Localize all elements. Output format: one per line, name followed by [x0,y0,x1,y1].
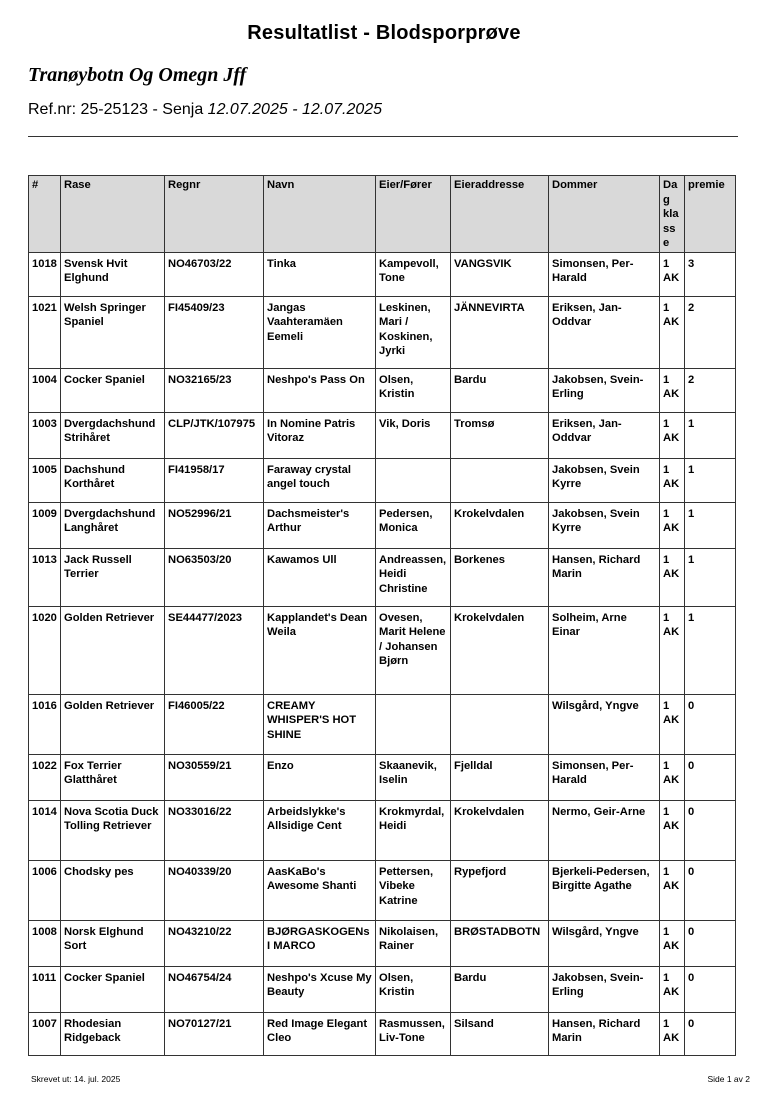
table-row [29,412,736,458]
column-header: Dommer [549,176,660,253]
table-cell: 0 [685,800,736,860]
column-header: Eieraddresse [451,176,549,253]
table-cell: Jakobsen, Svein-Erling [549,966,660,1012]
table-cell: Krokelvdalen [451,502,549,548]
table-cell: Nermo, Geir-Arne [549,800,660,860]
table-cell: Olsen, Kristin [376,966,451,1012]
table-cell: 1004 [29,368,61,412]
table-body [29,252,736,1055]
table-cell [451,458,549,502]
table-cell: Skaanevik, Iselin [376,754,451,800]
table-cell: Leskinen, Mari / Koskinen, Jyrki [376,296,451,368]
table-cell: Rhodesian Ridgeback [61,1012,165,1055]
table-cell: Rasmussen, Liv-Tone [376,1012,451,1055]
table-cell: 1020 [29,606,61,694]
table-cell: 3 [685,252,736,296]
table-cell: FI41958/17 [165,458,264,502]
table-cell: Welsh Springer Spaniel [61,296,165,368]
table-cell: 0 [685,860,736,920]
table-cell: Tromsø [451,412,549,458]
table-cell: Eriksen, Jan-Oddvar [549,296,660,368]
table-cell: Nikolaisen, Rainer [376,920,451,966]
table-cell: Krokelvdalen [451,606,549,694]
table-cell: Borkenes [451,548,549,606]
table-cell: Simonsen, Per-Harald [549,252,660,296]
table-cell: Andreassen, Heidi Christine [376,548,451,606]
table-cell: SE44477/2023 [165,606,264,694]
table-row [29,368,736,412]
table-cell: JÄNNEVIRTA [451,296,549,368]
table-row [29,548,736,606]
table-cell: Golden Retriever [61,606,165,694]
table-header-row [29,176,736,253]
table-cell: NO63503/20 [165,548,264,606]
table-cell: NO32165/23 [165,368,264,412]
table-cell: Hansen, Richard Marin [549,548,660,606]
table-cell: NO30559/21 [165,754,264,800]
table-cell: Wilsgård, Yngve [549,920,660,966]
reference-prefix: Ref.nr: 25-25123 - Senja [28,101,208,118]
table-cell: 1 AK [660,252,685,296]
table-row [29,694,736,754]
table-cell: Tinka [264,252,376,296]
table-cell: 1 AK [660,860,685,920]
table-cell: NO33016/22 [165,800,264,860]
table-cell: 1013 [29,548,61,606]
table-cell: Svensk Hvit Elghund [61,252,165,296]
table-cell: 1 AK [660,502,685,548]
table-cell: Dvergdachshund Langhåret [61,502,165,548]
table-cell [451,694,549,754]
column-header: Dag kla sse [660,176,685,253]
table-cell: Arbeidslykke's Allsidige Cent [264,800,376,860]
table-cell: Enzo [264,754,376,800]
column-header: Navn [264,176,376,253]
table-cell: Neshpo's Pass On [264,368,376,412]
table-cell: Cocker Spaniel [61,368,165,412]
page-number: Side 1 av 2 [707,1074,750,1084]
table-cell: Rypefjord [451,860,549,920]
table-cell: Vik, Doris [376,412,451,458]
table-cell [376,458,451,502]
table-cell: Krokmyrdal, Heidi [376,800,451,860]
table-cell: 1011 [29,966,61,1012]
table-cell: Jakobsen, Svein Kyrre [549,458,660,502]
page-title: Resultatlist - Blodsporprøve [247,22,521,44]
table-cell: Jakobsen, Svein Kyrre [549,502,660,548]
table-cell: 1 [685,458,736,502]
table-cell: 1018 [29,252,61,296]
table-cell: Bardu [451,368,549,412]
table-cell: 1009 [29,502,61,548]
table-row [29,1012,736,1055]
table-cell: Kampevoll, Tone [376,252,451,296]
table-cell: Solheim, Arne Einar [549,606,660,694]
table-cell: Dachsmeister's Arthur [264,502,376,548]
table-cell: 1 [685,606,736,694]
table-cell: BRØSTADBOTN [451,920,549,966]
reference-line [28,101,382,119]
table-cell: AasKaBo's Awesome Shanti [264,860,376,920]
table-row [29,606,736,694]
table-row [29,860,736,920]
table-cell: 1021 [29,296,61,368]
table-cell: Eriksen, Jan-Oddvar [549,412,660,458]
table-cell: Red Image Elegant Cleo [264,1012,376,1055]
table-cell: 0 [685,754,736,800]
table-row [29,296,736,368]
table-cell: Kapplandet's Dean Weila [264,606,376,694]
table-cell: Fox Terrier Glatthåret [61,754,165,800]
table-cell: Dachshund Korthåret [61,458,165,502]
table-row [29,800,736,860]
table-cell: VANGSVIK [451,252,549,296]
table-cell: 1 AK [660,368,685,412]
table-cell: Golden Retriever [61,694,165,754]
table-cell: 1005 [29,458,61,502]
table-row [29,252,736,296]
table-cell: 2 [685,368,736,412]
reference-dates: 12.07.2025 - 12.07.2025 [207,101,383,118]
table-cell: BJØRGASKOGENs I MARCO [264,920,376,966]
table-cell: 1008 [29,920,61,966]
results-table [28,175,736,1056]
table-row [29,754,736,800]
table-cell: Ovesen, Marit Helene / Johansen Bjørn [376,606,451,694]
table-cell: Kawamos Ull [264,548,376,606]
table-cell: NO52996/21 [165,502,264,548]
table-cell: NO46703/22 [165,252,264,296]
table-cell: Pettersen, Vibeke Katrine [376,860,451,920]
header-divider [28,136,738,137]
column-header: Rase [61,176,165,253]
table-cell: 1 AK [660,1012,685,1055]
table-cell: Jangas Vaahteramäen Eemeli [264,296,376,368]
table-cell: In Nomine Patris Vitoraz [264,412,376,458]
table-cell: Cocker Spaniel [61,966,165,1012]
column-header: premie [685,176,736,253]
table-cell: FI46005/22 [165,694,264,754]
table-row [29,966,736,1012]
table-cell: NO46754/24 [165,966,264,1012]
table-cell: 1 [685,412,736,458]
printed-date: Skrevet ut: 14. jul. 2025 [31,1074,121,1084]
table-cell: 1 AK [660,694,685,754]
table-cell: Chodsky pes [61,860,165,920]
table-cell: Faraway crystal angel touch [264,458,376,502]
table-cell: Neshpo's Xcuse My Beauty [264,966,376,1012]
table-cell: FI45409/23 [165,296,264,368]
table-cell: NO70127/21 [165,1012,264,1055]
table-cell: 0 [685,694,736,754]
column-header: Regnr [165,176,264,253]
table-cell: Olsen, Kristin [376,368,451,412]
table-cell: CREAMY WHISPER'S HOT SHINE [264,694,376,754]
table-cell: 1 AK [660,920,685,966]
table-cell: 1 AK [660,606,685,694]
table-cell: Hansen, Richard Marin [549,1012,660,1055]
table-cell: 0 [685,920,736,966]
table-cell: Bjerkeli-Pedersen, Birgitte Agathe [549,860,660,920]
table-row [29,502,736,548]
table-cell: 1003 [29,412,61,458]
table-cell: Nova Scotia Duck Tolling Retriever [61,800,165,860]
table-cell: Krokelvdalen [451,800,549,860]
table-cell: Dvergdachshund Strihåret [61,412,165,458]
table-cell: 1 [685,548,736,606]
table-cell: Fjelldal [451,754,549,800]
table-cell: Silsand [451,1012,549,1055]
table-row [29,920,736,966]
table-cell: Wilsgård, Yngve [549,694,660,754]
table-cell: 1016 [29,694,61,754]
table-cell: Pedersen, Monica [376,502,451,548]
table-cell: 1 AK [660,966,685,1012]
table-cell: 1006 [29,860,61,920]
table-cell: 1 AK [660,800,685,860]
table-cell: 1022 [29,754,61,800]
table-cell: NO40339/20 [165,860,264,920]
column-header: # [29,176,61,253]
table-cell: 1007 [29,1012,61,1055]
table-cell: 0 [685,1012,736,1055]
table-cell [376,694,451,754]
table-cell: Bardu [451,966,549,1012]
club-name: Tranøybotn Og Omegn Jff [28,64,247,86]
table-cell: 0 [685,966,736,1012]
table-cell: Jakobsen, Svein-Erling [549,368,660,412]
table-cell: CLP/JTK/107975 [165,412,264,458]
table-cell: NO43210/22 [165,920,264,966]
table-cell: 2 [685,296,736,368]
table-cell: 1 AK [660,296,685,368]
column-header: Eier/Fører [376,176,451,253]
table-row [29,458,736,502]
table-cell: Norsk Elghund Sort [61,920,165,966]
table-cell: 1 AK [660,458,685,502]
table-cell: 1014 [29,800,61,860]
table-cell: Simonsen, Per-Harald [549,754,660,800]
table-cell: 1 AK [660,412,685,458]
table-cell: 1 AK [660,754,685,800]
table-cell: 1 AK [660,548,685,606]
table-cell: Jack Russell Terrier [61,548,165,606]
table-cell: 1 [685,502,736,548]
